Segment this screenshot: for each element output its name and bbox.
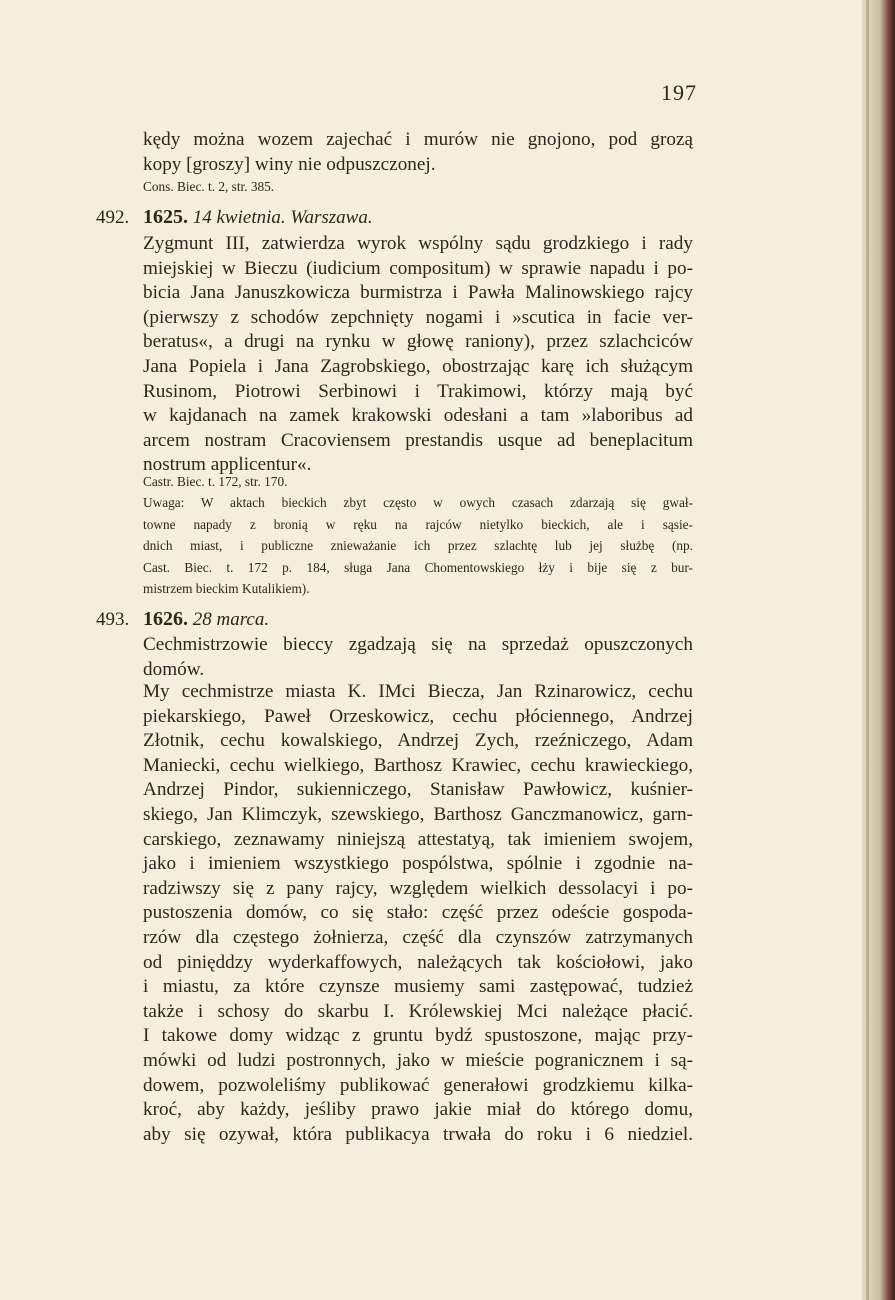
- text-line: w kajdanach na zamek krakowski odesłani a tam »laboribus ad: [143, 405, 693, 427]
- text-line: jako i imieniem wszystkiego pospólstwa, spólnie i zgodnie na-: [143, 853, 693, 875]
- text-line: kopy [groszy] winy nie odpuszczonej.: [143, 153, 436, 175]
- entry-heading: [143, 206, 373, 229]
- text-line: Zygmunt III, zatwierdza wyrok wspólny sądu grodzkiego i rady: [143, 233, 693, 254]
- text-line: Cechmistrzowie bieccy zgadzają się na sprzedaż opuszczonych: [143, 634, 693, 655]
- intro-paragraph: [143, 128, 693, 177]
- entry-date: 14 kwietnia. Warszawa.: [192, 207, 373, 228]
- text-line: rzów dla częstego żołnierza, część dla czynszów zatrzymanych: [143, 926, 693, 948]
- entry-year: 1625.: [143, 206, 188, 228]
- text-line: domów.: [143, 658, 205, 680]
- entry-number: 493.: [96, 609, 130, 630]
- text-line: aby się ozywał, która publikacya trwała do roku i 6 niedziel.: [143, 1123, 693, 1145]
- text-line: arcem nostram Cracoviensem prestandis usque ad beneplacitum: [143, 429, 693, 451]
- page-number: 197: [661, 80, 697, 105]
- text-line: piekarskiego, Paweł Orzeskowicz, cechu płóciennego, Andrzej: [143, 705, 693, 727]
- text-line: od pinięddzy wyderkaffowych, należących tak kościołowi, jako: [143, 951, 693, 973]
- entry-492-notes: [143, 471, 693, 599]
- entry-year: 1626.: [143, 608, 188, 630]
- note-line: towne napady z bronią w ręku na rajców nietylko bieckich, ale i sąsie-: [143, 516, 693, 532]
- text-line: Jana Popiela i Jana Zagrobskiego, obostrzając karę ich służącym: [143, 355, 693, 377]
- entry-number: 492.: [96, 207, 130, 228]
- text-line: kroć, aby każdy, jeśliby prawo jakie miał do którego domu,: [143, 1099, 693, 1121]
- text-line: Rusinom, Piotrowi Serbinowi i Trakimowi, którzy mają być: [143, 380, 693, 402]
- entry-date: 28 marca.: [192, 609, 270, 630]
- text-line: (pierwszy z schodów zepchnięty nogami i »scutica in facie ver-: [143, 306, 693, 328]
- note-line: mistrzem bieckim Kutalikiem).: [143, 580, 310, 596]
- note-line: dnich miast, i publiczne znieważanie ich przez szlachtę lub jej służbę (np.: [143, 538, 693, 554]
- text-line: także i schosy do skarbu I. Królewskiej Mci należące płacić.: [143, 1000, 693, 1022]
- text-line: beratus«, a drugi na rynku w głowę raniony), przez szlachciców: [143, 331, 693, 353]
- page-gutter-line: [866, 0, 869, 1300]
- entry-493-text: [143, 680, 693, 1147]
- text-line: mówki od ludzi postronnych, jako w mieście pogranicznem i są-: [143, 1049, 693, 1071]
- entry-493-summary: [143, 633, 693, 682]
- text-line: Maniecki, cechu wielkiego, Barthosz Krawiec, cechu krawieckiego,: [143, 754, 693, 776]
- text-line: My cechmistrze miasta K. IMci Biecza, Jan Rzinarowicz, cechu: [143, 681, 693, 702]
- text-line: dowem, pozwoleliśmy publikować generałowi grodzkiemu kilka-: [143, 1074, 693, 1096]
- text-line: i miastu, za które czynsze musiemy sami zastępować, tudzież: [143, 976, 693, 998]
- source-citation: Castr. Biec. t. 172, str. 170.: [143, 474, 288, 489]
- text-line: radziwszy się z pany rajcy, względem wielkich dessolacyi i po-: [143, 877, 693, 899]
- source-citation: Cons. Biec. t. 2, str. 385.: [143, 179, 275, 194]
- text-line: Andrzej Pindor, sukienniczego, Stanisław Pawłowicz, kuśnier-: [143, 779, 693, 801]
- entry-heading: [143, 608, 269, 631]
- note-line: Uwaga: W aktach bieckich zbyt często w owych czasach zdarzają się gwał-: [143, 495, 693, 511]
- text-line: nostrum applicentur«.: [143, 454, 312, 476]
- text-line: kędy można wozem zajechać i murów nie gnojono, pod grozą: [143, 129, 693, 150]
- text-line: pustoszenia domów, co się stało: część przez odeście gospoda-: [143, 902, 693, 924]
- text-line: miejskiej w Bieczu (iudicium compositum) w sprawie napadu i po-: [143, 257, 693, 279]
- entry-492-text: [143, 232, 693, 478]
- text-line: Złotnik, cechu kowalskiego, Andrzej Zych, rzeźniczego, Adam: [143, 730, 693, 752]
- text-line: I takowe domy widząc z gruntu bydź spustoszone, mając przy-: [143, 1025, 693, 1047]
- text-line: carskiego, zeznawamy niniejszą attestatyą, tak imieniem swojem,: [143, 828, 693, 850]
- note-line: Cast. Biec. t. 172 p. 184, sługa Jana Chomentowskiego łży i bije się z bur-: [143, 559, 693, 575]
- intro-source: [143, 176, 693, 197]
- text-line: bicia Jana Januszkowicza burmistrza i Pawła Malinowskiego rajcy: [143, 282, 693, 304]
- text-line: skiego, Jan Klimczyk, szewskiego, Barthosz Ganczmanowicz, garn-: [143, 803, 693, 825]
